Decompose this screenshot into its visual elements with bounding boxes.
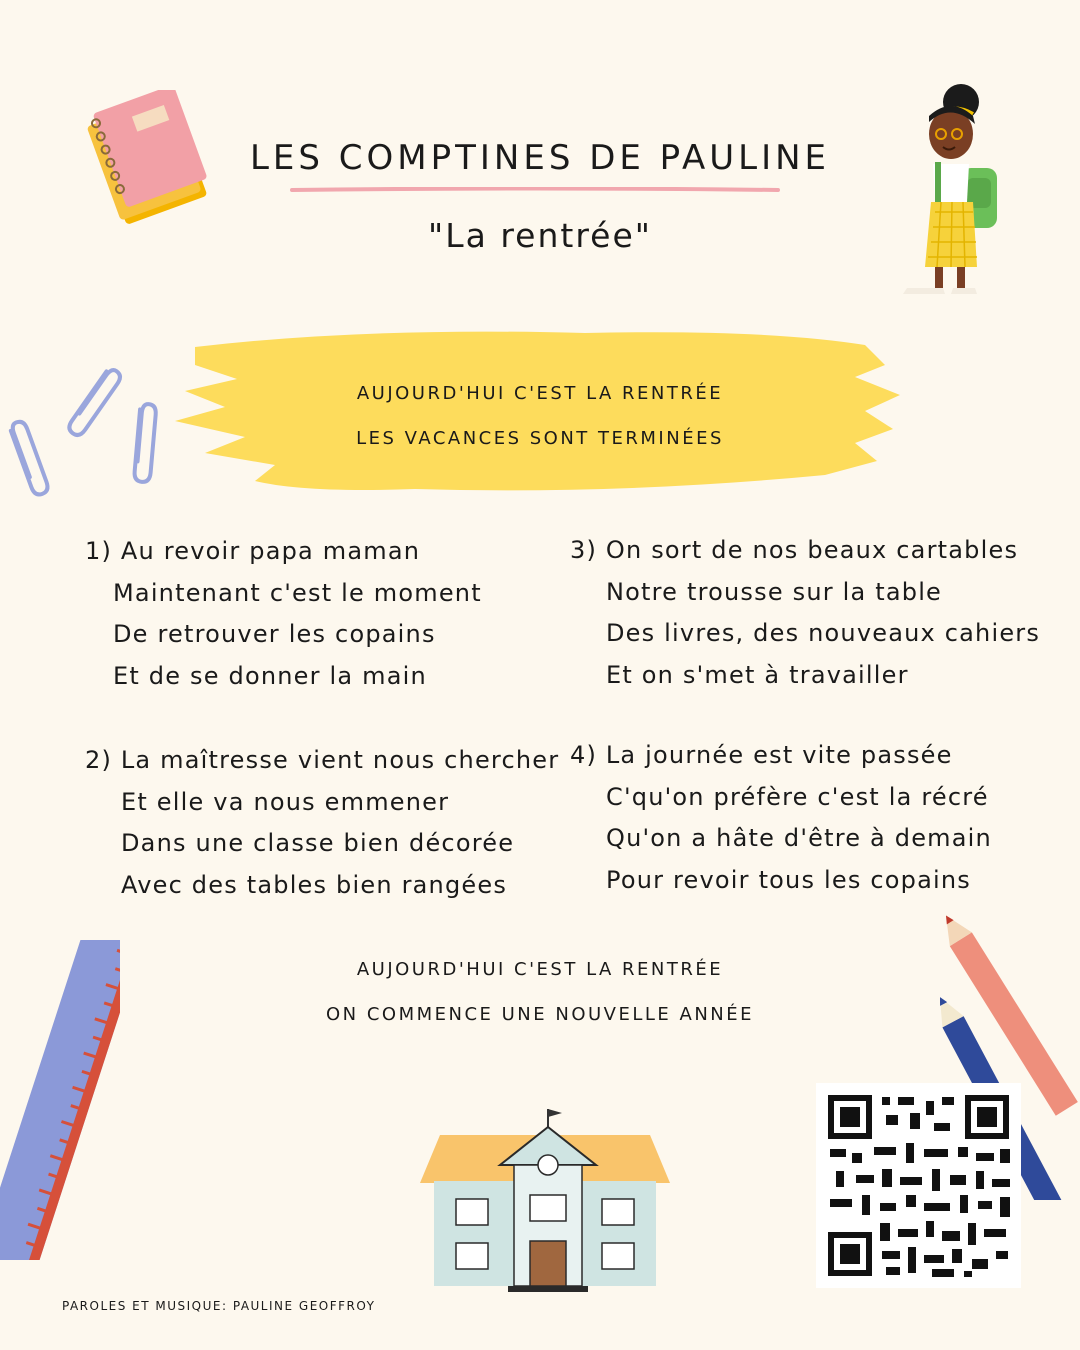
verse-2 [85, 740, 559, 906]
chorus-line-2: LES VACANCES SONT TERMINÉES [356, 428, 724, 449]
verse-line: 3) On sort de nos beaux cartables [570, 536, 1019, 564]
brush-stroke [165, 325, 905, 500]
verse-line: C'qu'on préfère c'est la récré [606, 782, 989, 811]
verse-line: Avec des tables bien rangées [121, 870, 508, 899]
verse-line: Et de se donner la main [113, 661, 427, 690]
verse-line: Notre trousse sur la table [606, 577, 943, 606]
title-underline [290, 187, 780, 193]
verse-line: 4) La journée est vite passée [570, 741, 953, 769]
credit-text: PAROLES ET MUSIQUE: PAULINE GEOFFROY [62, 1299, 376, 1313]
chorus-line-1: AUJOURD'HUI C'EST LA RENTRÉE [356, 383, 724, 404]
verse-3 [570, 530, 1040, 696]
verse-line: 1) Au revoir papa maman [85, 537, 421, 565]
closing-line-1: AUJOURD'HUI C'EST LA RENTRÉE [356, 959, 724, 980]
qr-code-icon [816, 1083, 1021, 1288]
verse-line: Qu'on a hâte d'être à demain [606, 824, 992, 852]
verse-line: Et elle va nous emmener [121, 787, 450, 816]
schoolgirl-icon [895, 82, 1005, 302]
song-title: "La rentrée" [428, 216, 652, 255]
verse-line: 2) La maîtresse vient nous chercher [85, 746, 560, 774]
page-title: LES COMPTINES DE PAULINE [249, 138, 831, 178]
ruler-icon [0, 940, 120, 1260]
closing-line-2: ON COMMENCE UNE NOUVELLE ANNÉE [325, 1004, 755, 1025]
verse-line: Maintenant c'est le moment [113, 578, 482, 607]
verse-line: Pour revoir tous les copains [606, 865, 971, 894]
verse-line: De retrouver les copains [113, 620, 436, 648]
verse-line: Dans une classe bien décorée [121, 829, 515, 857]
verse-4 [570, 735, 992, 901]
school-building-icon [420, 1105, 670, 1295]
verse-line: Et on s'met à travailler [606, 660, 909, 689]
verse-line: Des livres, des nouveaux cahiers [606, 619, 1041, 647]
verse-1 [85, 531, 482, 697]
